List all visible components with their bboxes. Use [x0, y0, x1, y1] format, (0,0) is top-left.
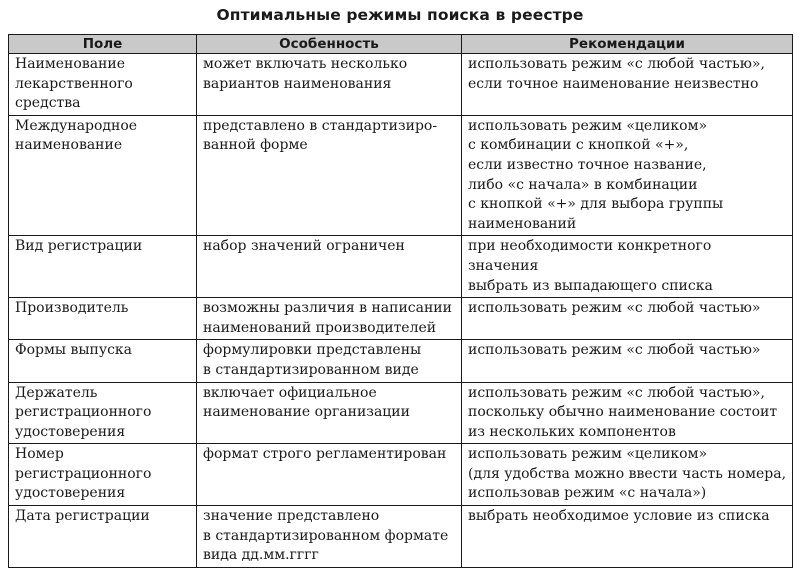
table-row	[9, 382, 793, 444]
cell-feature: формат строго регламентирован	[197, 444, 462, 506]
search-modes-table	[8, 34, 793, 568]
cell-field: Формы выпуска	[9, 340, 197, 382]
cell-field: Номер регистрационного удостоверения	[9, 444, 197, 506]
cell-feature: может включать несколько вариантов наименования	[197, 54, 462, 116]
cell-field: Производитель	[9, 298, 197, 340]
cell-recommendation: использовать режим «целиком» (для удобства можно ввести часть номера, использовав режим «с начала»)	[462, 444, 793, 506]
table-row	[9, 236, 793, 298]
cell-recommendation: при необходимости конкретного значения выбрать из выпадающего списка	[462, 236, 793, 298]
header-feature: Особенность	[197, 35, 462, 54]
table-row	[9, 298, 793, 340]
cell-field: Вид регистрации	[9, 236, 197, 298]
table-header-row	[9, 35, 793, 54]
cell-field: Держатель регистрационного удостоверения	[9, 382, 197, 444]
cell-field: Дата регистрации	[9, 506, 197, 568]
cell-recommendation: использовать режим «с любой частью», если точное наименование неизвестно	[462, 54, 793, 116]
cell-recommendation: использовать режим «с любой частью»	[462, 340, 793, 382]
cell-recommendation: использовать режим «целиком» с комбинации с кнопкой «+», если известно точное название, либо «с начала» в комбинации с кнопкой «+» для выбора группы наименований	[462, 115, 793, 236]
table-row	[9, 506, 793, 568]
table-title: Оптимальные режимы поиска в реестре	[216, 6, 584, 24]
cell-field: Наименование лекарственного средства	[9, 54, 197, 116]
cell-recommendation: использовать режим «с любой частью», поскольку обычно наименование состоит из нескольких компонентов	[462, 382, 793, 444]
cell-recommendation: использовать режим «с любой частью»	[462, 298, 793, 340]
cell-feature: представлено в стандартизиро- ванной форме	[197, 115, 462, 236]
table-row	[9, 115, 793, 236]
cell-feature: значение представлено в стандартизированном формате вида дд.мм.гггг	[197, 506, 462, 568]
cell-feature: набор значений ограничен	[197, 236, 462, 298]
header-field: Поле	[9, 35, 197, 54]
header-recommendation: Рекомендации	[462, 35, 793, 54]
cell-recommendation: выбрать необходимое условие из списка	[462, 506, 793, 568]
table-row	[9, 444, 793, 506]
table-row	[9, 340, 793, 382]
cell-feature: включает официальное наименование организации	[197, 382, 462, 444]
cell-field: Международное наименование	[9, 115, 197, 236]
table-row	[9, 54, 793, 116]
cell-feature: формулировки представлены в стандартизированном виде	[197, 340, 462, 382]
cell-feature: возможны различия в написании наименований производителей	[197, 298, 462, 340]
